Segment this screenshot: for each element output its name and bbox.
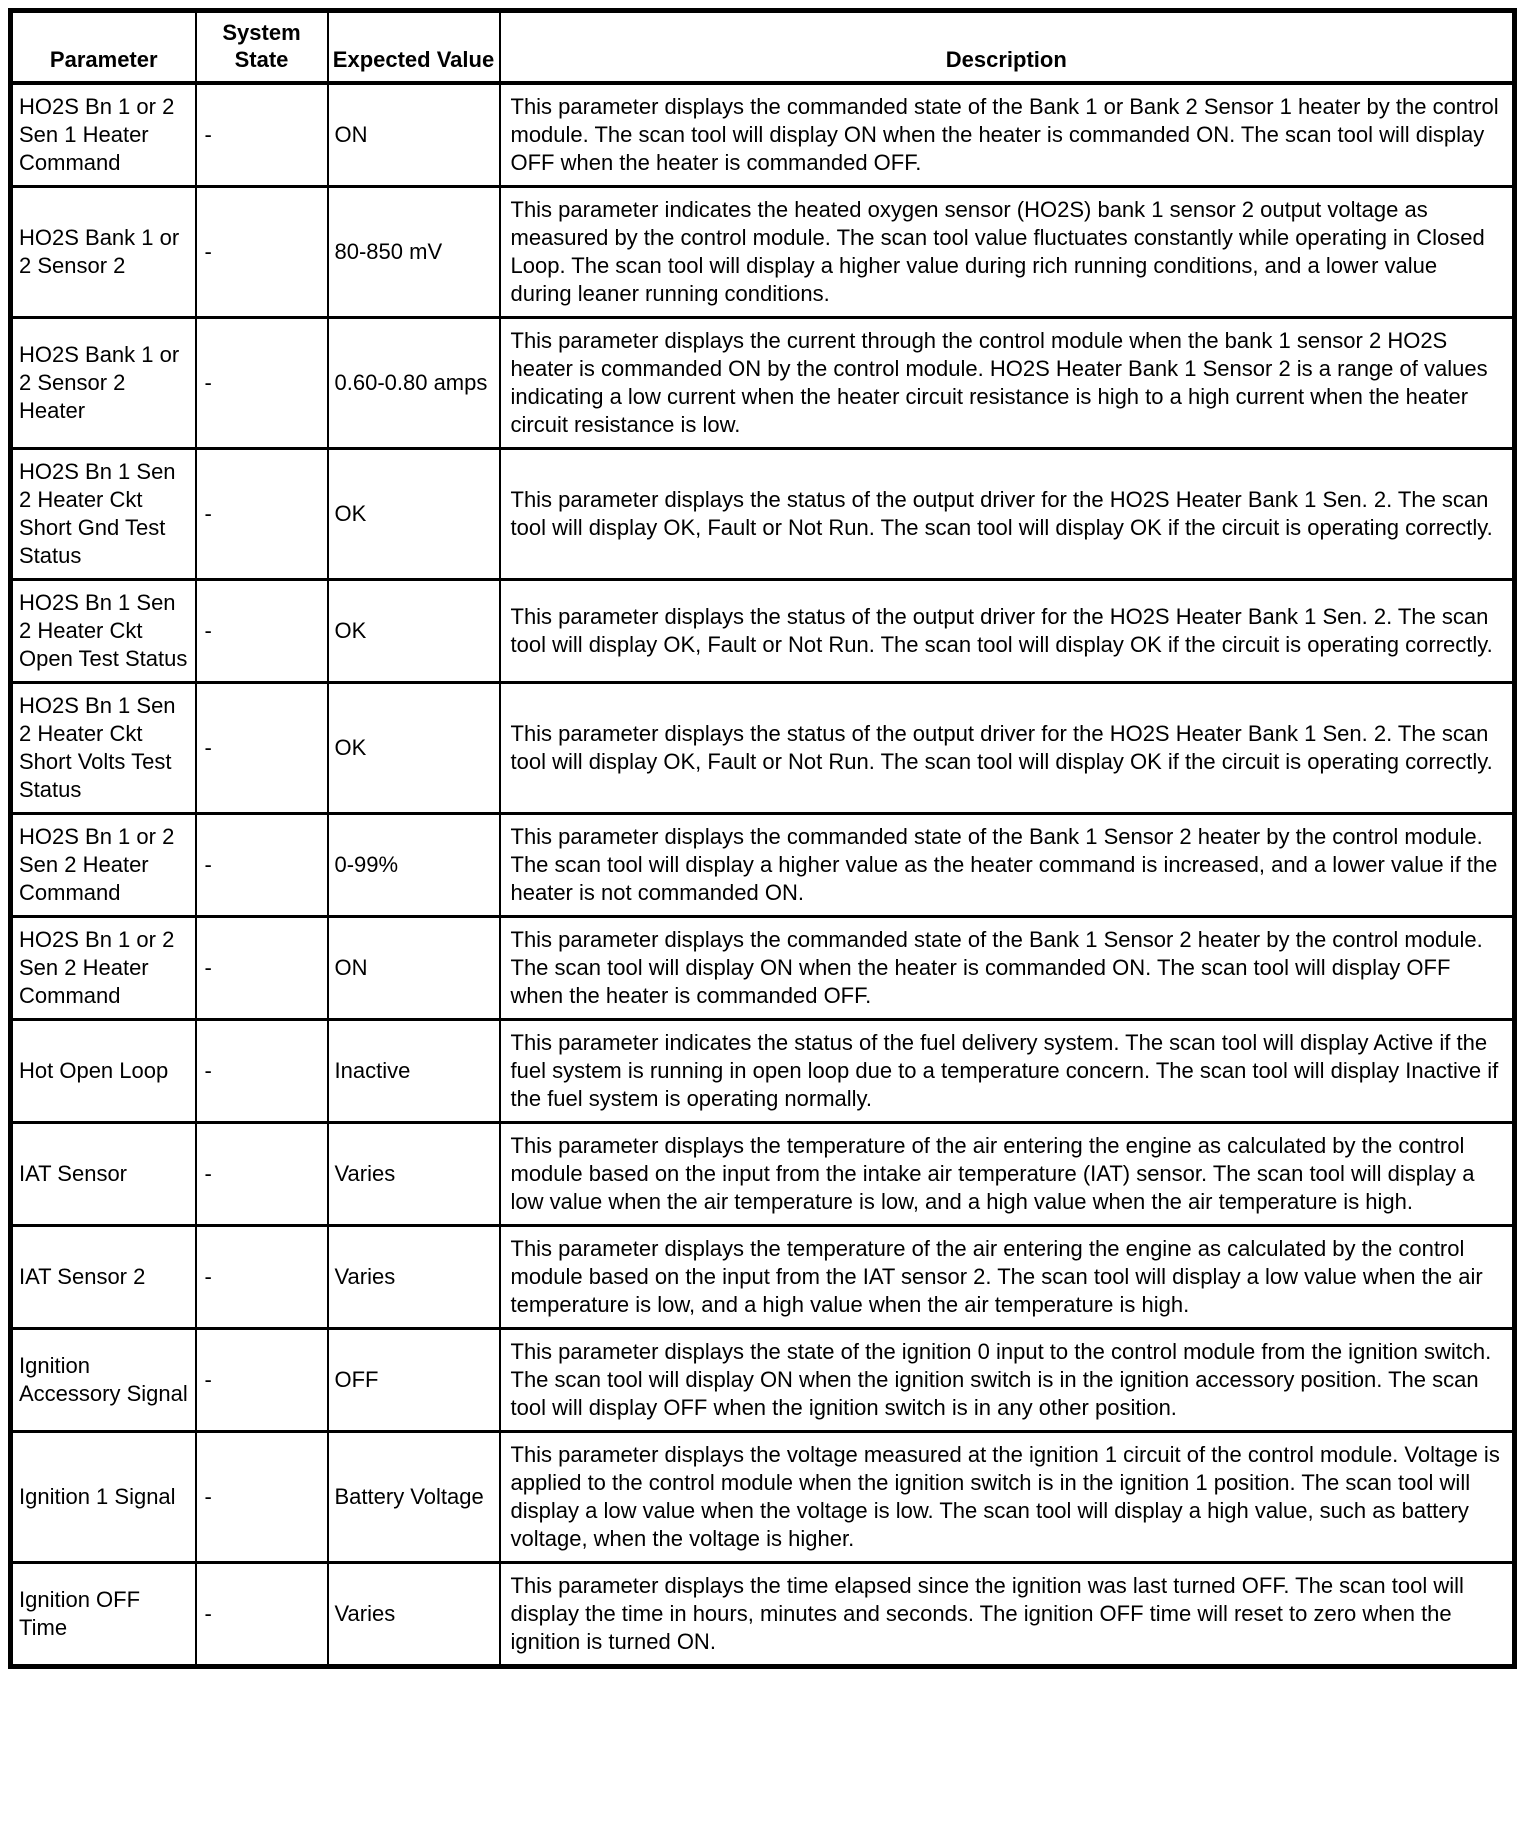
parameter-cell: Ignition OFF Time: [11, 1563, 196, 1667]
description-cell: This parameter displays the time elapsed since the ignition was last turned OFF. The scan tool will display the time in hours, minutes and seconds. The ignition OFF time will reset to zero when the ignition is turned ON.: [500, 1563, 1515, 1667]
description-cell: This parameter indicates the heated oxygen sensor (HO2S) bank 1 sensor 2 output voltage as measured by the control module. The scan tool value fluctuates constantly while operating in Closed Loop. The scan tool will display a higher value during rich running conditions, and a lower value during leaner running conditions.: [500, 187, 1515, 318]
system-state-cell: -: [196, 1020, 328, 1123]
system-state-cell: -: [196, 449, 328, 580]
description-cell: This parameter displays the status of the output driver for the HO2S Heater Bank 1 Sen. 2. The scan tool will display OK, Fault or Not Run. The scan tool will display OK if the circuit is operating correctly.: [500, 683, 1515, 814]
system-state-cell: -: [196, 1226, 328, 1329]
table-body: [11, 83, 1515, 1667]
expected-value-cell: OK: [328, 683, 500, 814]
expected-value-cell: OK: [328, 449, 500, 580]
table-row: [11, 449, 1515, 580]
table-row: [11, 83, 1515, 187]
table-row: [11, 1226, 1515, 1329]
system-state-cell: -: [196, 580, 328, 683]
expected-value-cell: Varies: [328, 1123, 500, 1226]
expected-value-cell: ON: [328, 83, 500, 187]
system-state-cell: -: [196, 187, 328, 318]
column-header-description: Description: [500, 11, 1515, 84]
description-cell: This parameter displays the commanded state of the Bank 1 Sensor 2 heater by the control module. The scan tool will display a higher value as the heater command is increased, and a lower value if the heater is not commanded ON.: [500, 814, 1515, 917]
parameter-cell: IAT Sensor 2: [11, 1226, 196, 1329]
system-state-cell: -: [196, 1329, 328, 1432]
expected-value-cell: Battery Voltage: [328, 1432, 500, 1563]
column-header-system-state: System State: [196, 11, 328, 84]
system-state-cell: -: [196, 1563, 328, 1667]
table-row: [11, 683, 1515, 814]
parameter-cell: HO2S Bank 1 or 2 Sensor 2: [11, 187, 196, 318]
table-row: [11, 1020, 1515, 1123]
table-row: [11, 1563, 1515, 1667]
column-header-expected-value: Expected Value: [328, 11, 500, 84]
expected-value-cell: Varies: [328, 1226, 500, 1329]
system-state-cell: -: [196, 1432, 328, 1563]
parameter-cell: HO2S Bank 1 or 2 Sensor 2 Heater: [11, 318, 196, 449]
table-row: [11, 1329, 1515, 1432]
parameter-cell: HO2S Bn 1 or 2 Sen 2 Heater Command: [11, 917, 196, 1020]
description-cell: This parameter displays the state of the ignition 0 input to the control module from the ignition switch. The scan tool will display ON when the ignition switch is in the ignition accessory position. The scan tool will display OFF when the ignition switch is in any other position.: [500, 1329, 1515, 1432]
table-row: [11, 917, 1515, 1020]
parameter-cell: HO2S Bn 1 Sen 2 Heater Ckt Short Gnd Test Status: [11, 449, 196, 580]
description-cell: This parameter displays the current through the control module when the bank 1 sensor 2 HO2S heater is commanded ON by the control module. HO2S Heater Bank 1 Sensor 2 is a range of values indicating a low current when the heater circuit resistance is high to a high current when the heater circuit resistance is low.: [500, 318, 1515, 449]
description-cell: This parameter displays the commanded state of the Bank 1 Sensor 2 heater by the control module. The scan tool will display ON when the heater is commanded ON. The scan tool will display OFF when the heater is commanded OFF.: [500, 917, 1515, 1020]
description-cell: This parameter indicates the status of the fuel delivery system. The scan tool will display Active if the fuel system is running in open loop due to a temperature concern. The scan tool will display Inactive if the fuel system is operating normally.: [500, 1020, 1515, 1123]
system-state-cell: -: [196, 83, 328, 187]
table-header: [11, 11, 1515, 84]
expected-value-cell: 80-850 mV: [328, 187, 500, 318]
table-row: [11, 187, 1515, 318]
table-row: [11, 1432, 1515, 1563]
expected-value-cell: 0-99%: [328, 814, 500, 917]
parameter-cell: Ignition Accessory Signal: [11, 1329, 196, 1432]
table-row: [11, 1123, 1515, 1226]
table-row: [11, 318, 1515, 449]
description-cell: This parameter displays the voltage measured at the ignition 1 circuit of the control module. Voltage is applied to the control module when the ignition switch is in the ignition 1 position. The scan tool will display a low value when the voltage is low. The scan tool will display a high value, such as battery voltage, when the voltage is higher.: [500, 1432, 1515, 1563]
header-row: [11, 11, 1515, 84]
system-state-cell: -: [196, 917, 328, 1020]
system-state-cell: -: [196, 683, 328, 814]
parameter-cell: HO2S Bn 1 Sen 2 Heater Ckt Open Test Status: [11, 580, 196, 683]
table-row: [11, 580, 1515, 683]
system-state-cell: -: [196, 318, 328, 449]
expected-value-cell: Varies: [328, 1563, 500, 1667]
description-cell: This parameter displays the commanded state of the Bank 1 or Bank 2 Sensor 1 heater by the control module. The scan tool will display ON when the heater is commanded ON. The scan tool will display OFF when the heater is commanded OFF.: [500, 83, 1515, 187]
expected-value-cell: ON: [328, 917, 500, 1020]
parameter-cell: Hot Open Loop: [11, 1020, 196, 1123]
column-header-parameter: Parameter: [11, 11, 196, 84]
expected-value-cell: Inactive: [328, 1020, 500, 1123]
parameter-cell: IAT Sensor: [11, 1123, 196, 1226]
table-row: [11, 814, 1515, 917]
parameter-cell: HO2S Bn 1 or 2 Sen 2 Heater Command: [11, 814, 196, 917]
system-state-cell: -: [196, 814, 328, 917]
expected-value-cell: 0.60-0.80 amps: [328, 318, 500, 449]
description-cell: This parameter displays the status of the output driver for the HO2S Heater Bank 1 Sen. 2. The scan tool will display OK, Fault or Not Run. The scan tool will display OK if the circuit is operating correctly.: [500, 580, 1515, 683]
description-cell: This parameter displays the status of the output driver for the HO2S Heater Bank 1 Sen. 2. The scan tool will display OK, Fault or Not Run. The scan tool will display OK if the circuit is operating correctly.: [500, 449, 1515, 580]
parameter-cell: HO2S Bn 1 Sen 2 Heater Ckt Short Volts Test Status: [11, 683, 196, 814]
description-cell: This parameter displays the temperature of the air entering the engine as calculated by the control module based on the input from the IAT sensor 2. The scan tool will display a low value when the air temperature is low, and a high value when the air temperature is high.: [500, 1226, 1515, 1329]
scan-tool-parameter-table: [8, 8, 1517, 1669]
expected-value-cell: OFF: [328, 1329, 500, 1432]
parameter-cell: Ignition 1 Signal: [11, 1432, 196, 1563]
system-state-cell: -: [196, 1123, 328, 1226]
description-cell: This parameter displays the temperature of the air entering the engine as calculated by the control module based on the input from the intake air temperature (IAT) sensor. The scan tool will display a low value when the air temperature is low, and a high value when the air temperature is high.: [500, 1123, 1515, 1226]
parameter-cell: HO2S Bn 1 or 2 Sen 1 Heater Command: [11, 83, 196, 187]
expected-value-cell: OK: [328, 580, 500, 683]
